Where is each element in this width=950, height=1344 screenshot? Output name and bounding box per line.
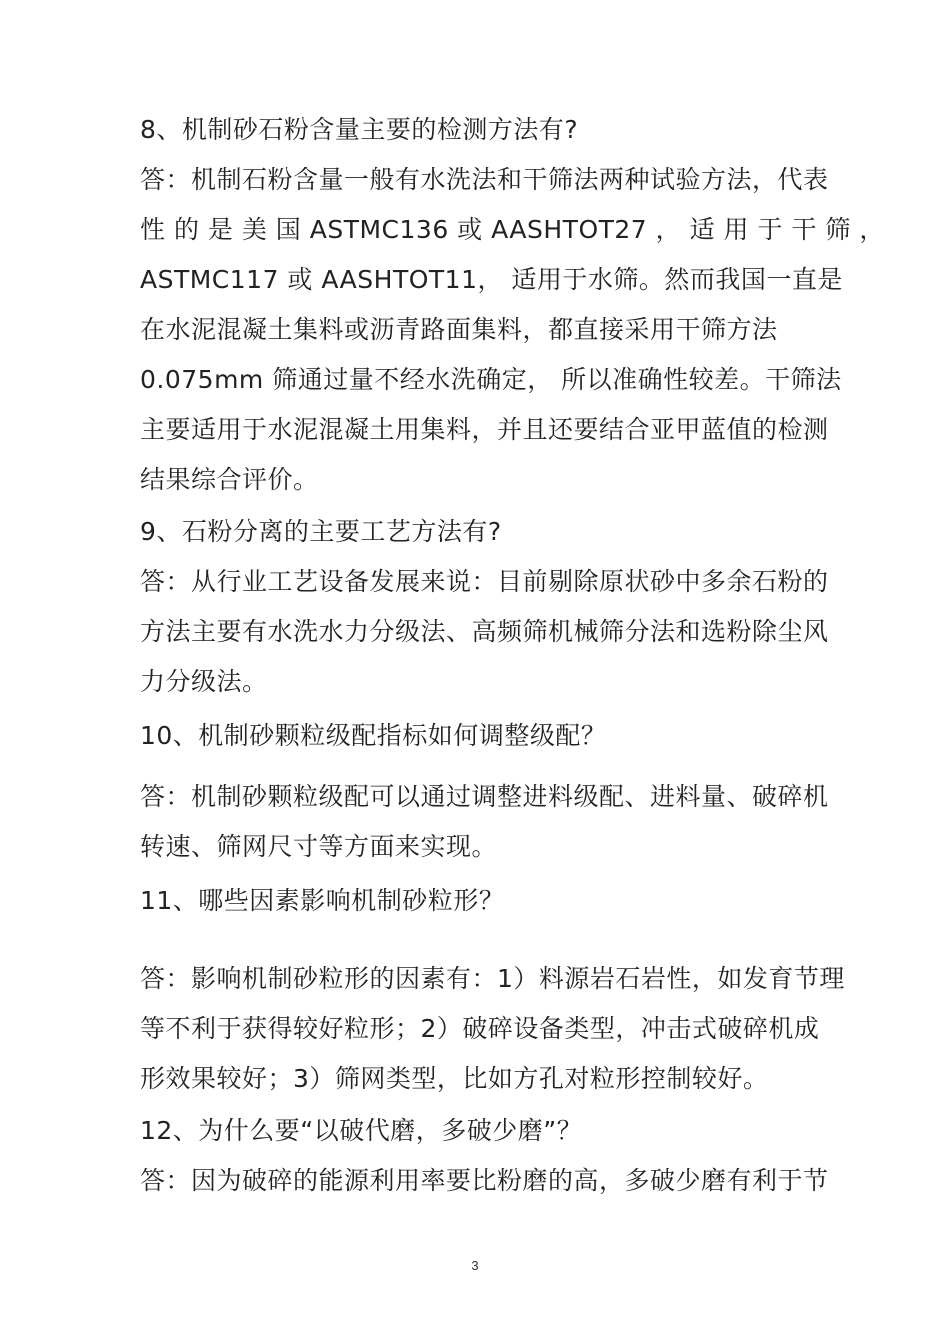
answer-9-line-3: 力分级法。 [140,667,268,696]
question-9-heading: 9、石粉分离的主要工艺方法有? [140,517,502,546]
question-11-heading: 11、哪些因素影响机制砂粒形？ [140,886,505,915]
answer-9-line-2: 方法主要有水洗水力分级法、高频筛机械筛分法和选粉除尘风 [140,617,829,646]
answer-8-line-6: 主要适用于水泥混凝土用集料，并且还要结合亚甲蓝值的检测 [140,415,829,444]
question-8-heading: 8、机制砂石粉含量主要的检测方法有? [140,115,579,144]
answer-12-line-1: 答：因为破碎的能源利用率要比粉磨的高，多破少磨有利于节 [140,1166,829,1195]
answer-8-line-1: 答：机制石粉含量一般有水洗法和干筛法两种试验方法，代表 [140,165,829,194]
answer-8-line-7: 结果综合评价。 [140,465,319,494]
question-12-heading: 12、为什么要“以破代磨，多破少磨”？ [140,1116,583,1145]
answer-8-line-2: 性 的 是 美 国 ASTMC136 或 AASHTOT27 ， 适 用 于 干 筛 ， [140,215,885,244]
answer-11-line-3: 形效果较好；3）筛网类型，比如方孔对粒形控制较好。 [140,1064,769,1093]
answer-11-line-1: 答：影响机制砂粒形的因素有：1）料源岩石岩性，如发育节理 [140,964,845,993]
answer-9-line-1: 答：从行业工艺设备发展来说：目前剔除原状砂中多余石粉的 [140,567,829,596]
page-number: 3 [471,1258,479,1273]
answer-8-line-4: 在水泥混凝土集料或沥青路面集料，都直接采用干筛方法 [140,315,778,344]
question-10-heading: 10、机制砂颗粒级配指标如何调整级配？ [140,721,607,750]
answer-8-line-5: 0.075mm 筛通过量不经水洗确定， 所以准确性较差。干筛法 [140,365,842,394]
answer-10-line-2: 转速、筛网尺寸等方面来实现。 [140,832,498,861]
answer-8-line-3: ASTMC117 或 AASHTOT11， 适用于水筛。然而我国一直是 [140,265,843,294]
answer-10-line-1: 答：机制砂颗粒级配可以通过调整进料级配、进料量、破碎机 [140,782,829,811]
answer-11-line-2: 等不利于获得较好粒形；2）破碎设备类型，冲击式破碎机成 [140,1014,820,1043]
